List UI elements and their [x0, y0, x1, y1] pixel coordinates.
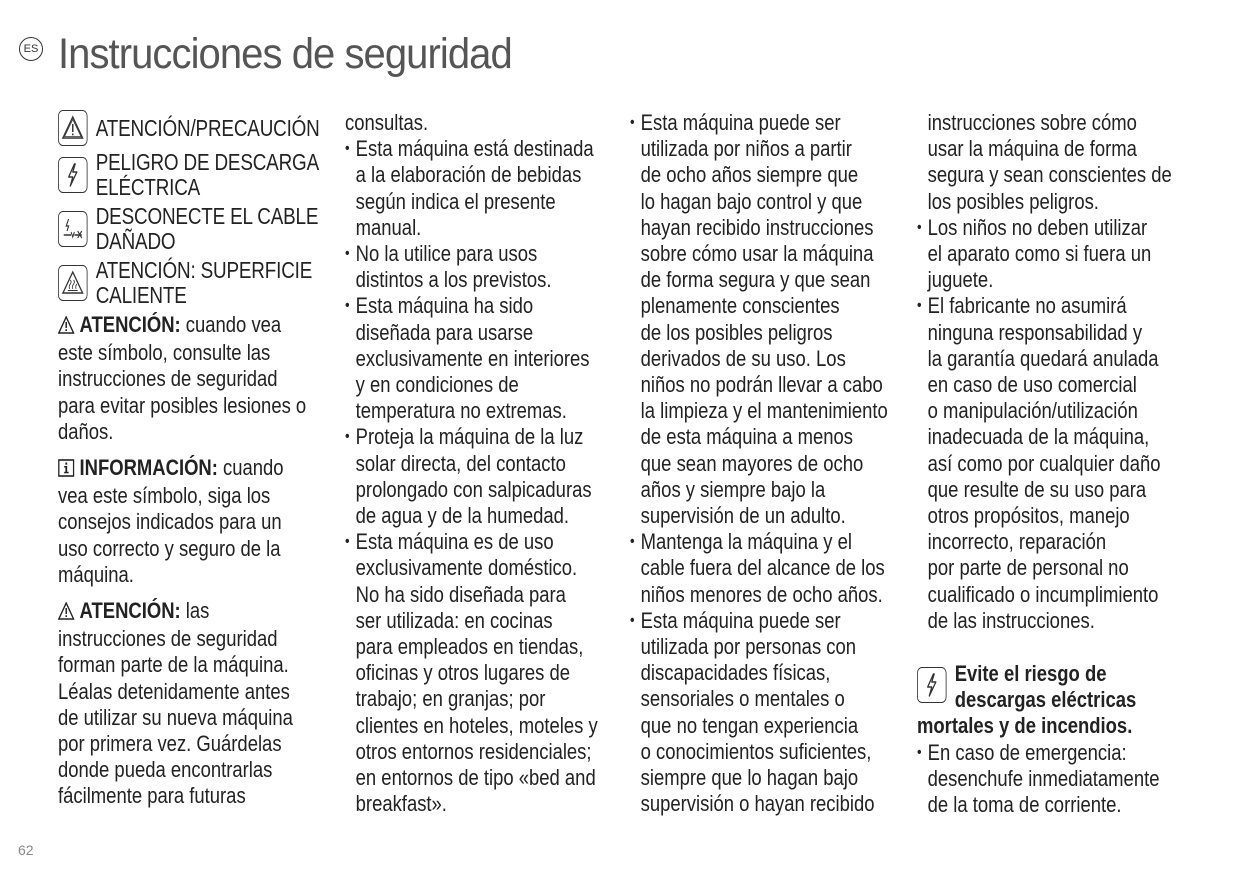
list-item: • Esta máquina puede ser utilizada por niños a partir de ocho años siempre que lo hagan bajo control y que hayan recibido instrucciones sobre cómo usar la máquina de forma segura y que sean plenamente conscientes de los posibles peligros derivados de su uso. Los niños no podrán llevar a cabo la limpieza y el mantenimiento de esta máquina a menos que sean mayores de ocho años y siempre bajo la supervisión de un adulto.: [630, 110, 888, 529]
hot-surface-icon: [58, 265, 88, 301]
list-item: • Los niños no deben utilizar el aparato como si fuera un juguete.: [917, 215, 1172, 294]
heading-text-continued: mortales y de incendios.: [917, 713, 1133, 739]
continued-text: consultas.: [345, 110, 429, 135]
symbol-label: ATENCIÓN/PRECAUCIÓN: [95, 114, 320, 141]
symbol-row-damaged-cable: [58, 204, 320, 254]
information-paragraph: INFORMACIÓN: cuando vea este símbolo, siga los consejos indicados para un uso correcto y seguro de la máquina.: [58, 455, 284, 587]
symbol-row-hot-surface: [58, 258, 320, 308]
page-title: Instrucciones de seguridad: [58, 30, 512, 78]
column-2: [345, 110, 598, 817]
warning-triangle-icon: [58, 600, 74, 626]
list-item: • No la utilice para usos distintos a los previstos.: [345, 241, 598, 293]
list-item: • Esta máquina es de uso exclusivamente doméstico. No ha sido diseñada para ser utilizada: en cocinas para empleados en tiendas, oficinas y otros lugares de trabajo; en granjas; por clientes en hoteles, moteles y otros entornos residenciales; en entornos de tipo «bed and breakfast».: [345, 529, 598, 817]
page-number: 62: [18, 842, 34, 858]
language-badge: ES: [19, 37, 43, 61]
electric-shock-icon: [917, 667, 947, 703]
symbol-label: PELIGRO DE DESCARGA ELÉCTRICA: [95, 149, 319, 200]
list-item: • Esta máquina ha sido diseñada para usarse exclusivamente en interiores y en condiciones de temperatura no extremas.: [345, 293, 598, 424]
electric-shock-icon: [58, 157, 88, 193]
list-item: • Esta máquina está destinada a la elaboración de bebidas según indica el presente manual.: [345, 136, 598, 241]
heading-text: Evite el riesgo de descargas eléctricas: [954, 661, 1137, 713]
warning-paragraph: ATENCIÓN: las instrucciones de seguridad forman parte de la máquina. Léalas detenidamente antes de utilizar su nueva máquina por primera vez. Guárdelas donde pueda encontrarlas fácilmente para futuras: [58, 598, 293, 809]
column-3: [630, 110, 888, 817]
symbol-row-warning: [58, 110, 320, 146]
electric-risk-heading: [917, 661, 1172, 713]
warning-triangle-icon: [58, 314, 74, 340]
information-icon: [58, 457, 74, 483]
warning-triangle-icon: [58, 110, 88, 146]
list-item: • Proteja la máquina de la luz solar directa, del contacto prolongado con salpicaduras de agua y de la humedad.: [345, 424, 598, 529]
list-item: • Esta máquina puede ser utilizada por personas con discapacidades físicas, sensoriales o mentales o que no tengan experiencia o conocimientos suficientes, siempre que lo hagan bajo supervisión o hayan recibido: [630, 608, 888, 818]
list-item: • El fabricante no asumirá ninguna responsabilidad y la garantía quedará anulada en caso de uso comercial o manipulación/utilización inadecuada de la máquina, así como por cualquier daño que resulte de su uso para otros propósitos, manejo incorrecto, reparación por parte de personal no cualificado o incumplimiento de las instrucciones.: [917, 293, 1172, 634]
continued-text: instrucciones sobre cómo usar la máquina de forma segura y sean conscientes de los posibles peligros.: [927, 110, 1172, 214]
column-1: [58, 110, 320, 810]
symbol-row-electric-shock: [58, 150, 320, 200]
damaged-cable-icon: [58, 211, 88, 247]
list-item: • Mantenga la máquina y el cable fuera del alcance de los niños menores de ocho años.: [630, 529, 888, 608]
list-item: • En caso de emergencia: desenchufe inmediatamente de la toma de corriente.: [917, 740, 1172, 819]
warning-paragraph: ATENCIÓN: cuando vea este símbolo, consulte las instrucciones de seguridad para evitar posibles lesiones o daños.: [58, 312, 307, 444]
symbol-label: ATENCIÓN: SUPERFICIE CALIENTE: [95, 257, 313, 308]
column-4: [917, 110, 1172, 818]
symbol-label: DESCONECTE EL CABLE DAÑADO: [95, 203, 319, 254]
